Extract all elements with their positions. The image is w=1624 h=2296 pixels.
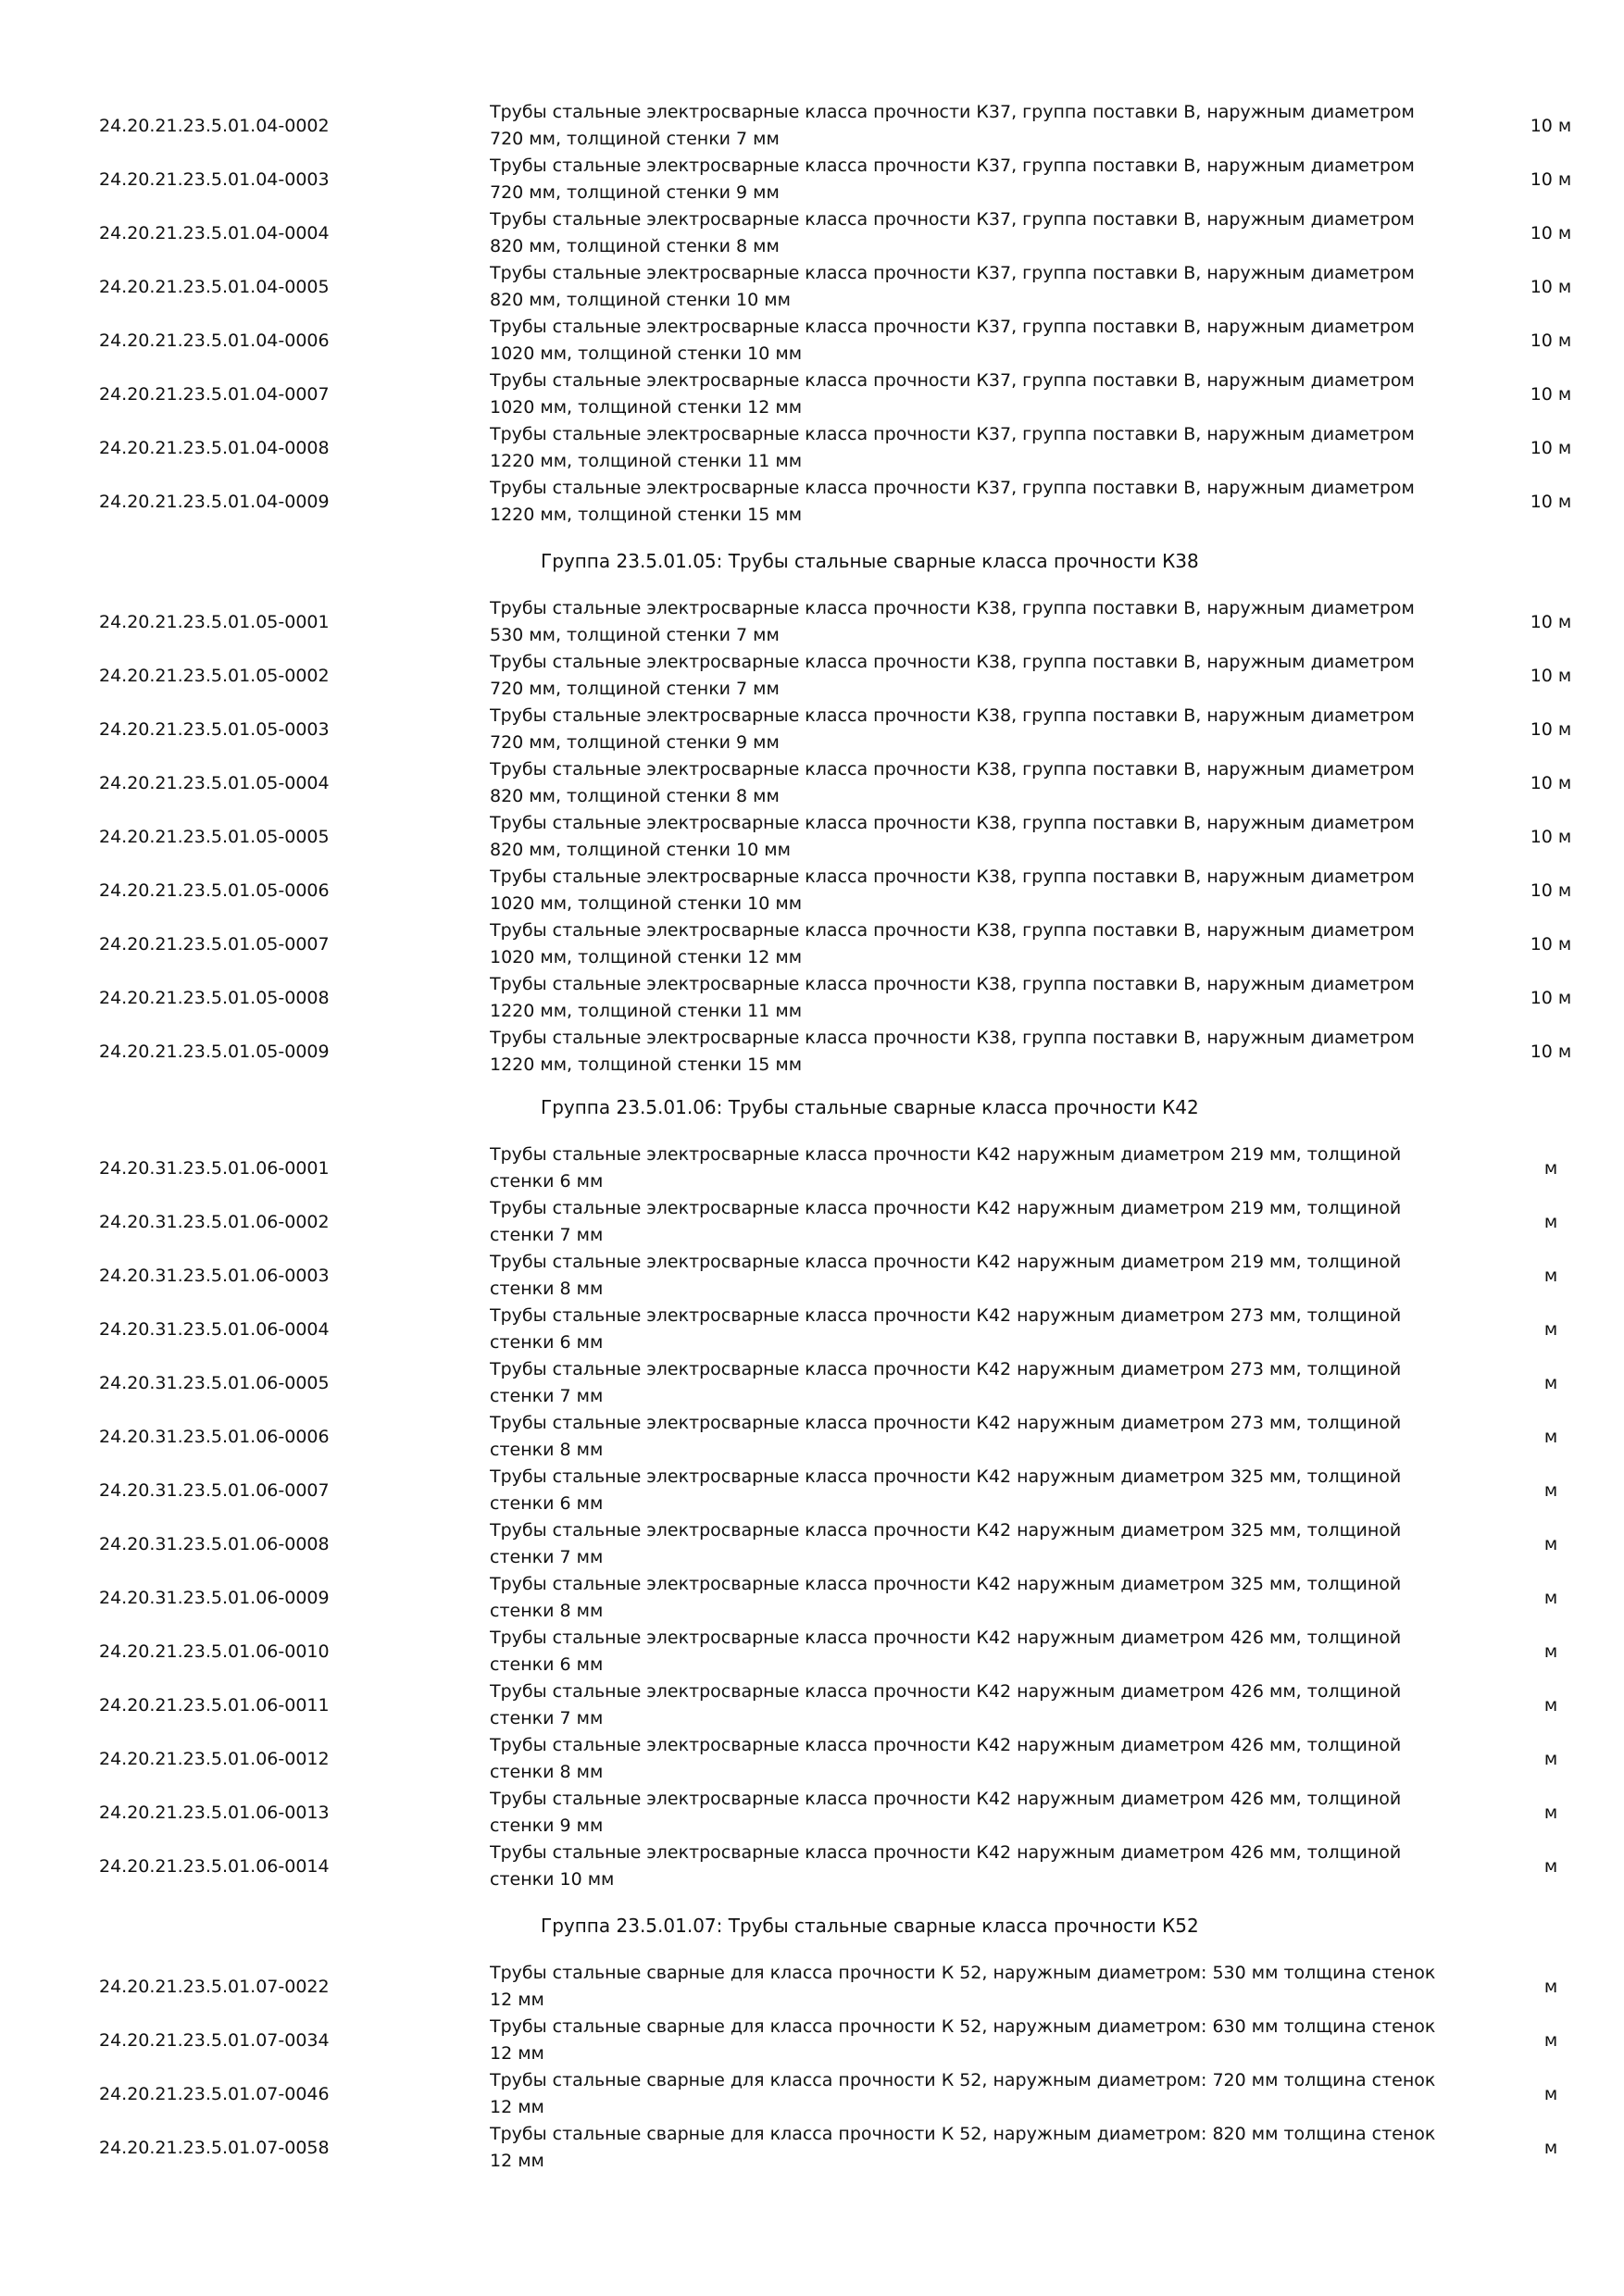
item-description: Трубы стальные сварные для класса прочности К 52, наружным диаметром: 720 мм толщина стенок 12 мм (490, 2070, 1436, 2117)
table-row (0, 260, 1624, 314)
item-description: Трубы стальные электросварные класса прочности К42 наружным диаметром 273 мм, толщиной стенки 8 мм (490, 1413, 1402, 1460)
item-description: Трубы стальные сварные для класса прочности К 52, наружным диаметром: 630 мм толщина стенок 12 мм (490, 2016, 1436, 2064)
group-heading: Группа 23.5.01.05: Трубы стальные сварные класса прочности К38 (541, 550, 1199, 572)
item-description: Трубы стальные электросварные класса прочности К38, группа поставки В, наружным диаметром 530 мм, толщиной стенки 7 мм (490, 598, 1415, 645)
item-code: 24.20.21.23.5.01.07-0034 (99, 2030, 330, 2051)
item-unit: м (1543, 1319, 1558, 1340)
item-unit: 10 м (1530, 773, 1572, 793)
item-description: Трубы стальные электросварные класса прочности К42 наружным диаметром 273 мм, толщиной стенки 6 мм (490, 1305, 1402, 1353)
item-description: Трубы стальные электросварные класса прочности К37, группа поставки В, наружным диаметром 1020 мм, толщиной стенки 12 мм (490, 370, 1415, 418)
group-heading: Группа 23.5.01.07: Трубы стальные сварные класса прочности К52 (541, 1915, 1199, 1937)
item-description: Трубы стальные электросварные класса прочности К38, группа поставки В, наружным диаметром 820 мм, толщиной стенки 8 мм (490, 759, 1415, 806)
item-unit: 10 м (1530, 666, 1572, 686)
table-row (0, 368, 1624, 421)
item-code: 24.20.21.23.5.01.05-0001 (99, 612, 330, 632)
item-code: 24.20.21.23.5.01.04-0005 (99, 277, 330, 297)
item-unit: 10 м (1530, 169, 1572, 190)
item-code: 24.20.21.23.5.01.07-0022 (99, 1977, 330, 1997)
item-unit: м (1543, 1266, 1558, 1286)
item-code: 24.20.31.23.5.01.06-0001 (99, 1158, 330, 1179)
table-row (0, 595, 1624, 649)
item-code: 24.20.21.23.5.01.05-0004 (99, 773, 330, 793)
item-description: Трубы стальные электросварные класса прочности К38, группа поставки В, наружным диаметром 1020 мм, толщиной стенки 12 мм (490, 920, 1415, 967)
item-description: Трубы стальные электросварные класса прочности К42 наружным диаметром 426 мм, толщиной стенки 7 мм (490, 1681, 1402, 1728)
table-row (0, 1410, 1624, 1464)
item-unit: м (1543, 1856, 1558, 1877)
item-code: 24.20.31.23.5.01.06-0008 (99, 1534, 330, 1554)
table-row (0, 153, 1624, 206)
item-code: 24.20.31.23.5.01.06-0002 (99, 1212, 330, 1232)
table-row (0, 2014, 1624, 2067)
item-description: Трубы стальные электросварные класса прочности К37, группа поставки В, наружным диаметром 720 мм, толщиной стенки 9 мм (490, 156, 1415, 203)
item-unit: 10 м (1530, 934, 1572, 955)
item-unit: 10 м (1530, 1042, 1572, 1062)
item-unit: 10 м (1530, 116, 1572, 136)
table-row (0, 1249, 1624, 1303)
item-code: 24.20.21.23.5.01.05-0009 (99, 1042, 330, 1062)
item-code: 24.20.21.23.5.01.04-0004 (99, 223, 330, 243)
item-description: Трубы стальные электросварные класса прочности К38, группа поставки В, наружным диаметром 820 мм, толщиной стенки 10 мм (490, 813, 1415, 860)
table-row (0, 1732, 1624, 1786)
item-unit: м (1543, 1641, 1558, 1662)
table-row (0, 1786, 1624, 1840)
item-code: 24.20.21.23.5.01.04-0009 (99, 492, 330, 512)
item-unit: м (1543, 1427, 1558, 1447)
item-description: Трубы стальные сварные для класса прочности К 52, наружным диаметром: 530 мм толщина стенок 12 мм (490, 1963, 1436, 2010)
table-row (0, 1678, 1624, 1732)
item-code: 24.20.21.23.5.01.04-0008 (99, 438, 330, 458)
group-heading: Группа 23.5.01.06: Трубы стальные сварные класса прочности К42 (541, 1096, 1199, 1118)
table-row (0, 971, 1624, 1025)
item-description: Трубы стальные электросварные класса прочности К38, группа поставки В, наружным диаметром 1020 мм, толщиной стенки 10 мм (490, 867, 1415, 914)
item-unit: м (1543, 1158, 1558, 1179)
item-code: 24.20.21.23.5.01.06-0014 (99, 1856, 330, 1877)
table-row (0, 864, 1624, 917)
table-row (0, 1356, 1624, 1410)
item-code: 24.20.31.23.5.01.06-0009 (99, 1588, 330, 1608)
item-unit: м (1543, 1977, 1558, 1997)
item-description: Трубы стальные электросварные класса прочности К38, группа поставки В, наружным диаметром 720 мм, толщиной стенки 7 мм (490, 652, 1415, 699)
table-row (0, 1195, 1624, 1249)
item-unit: м (1543, 1588, 1558, 1608)
item-code: 24.20.21.23.5.01.05-0002 (99, 666, 330, 686)
item-code: 24.20.21.23.5.01.07-0046 (99, 2084, 330, 2104)
item-unit: м (1543, 1749, 1558, 1769)
item-description: Трубы стальные электросварные класса прочности К42 наружным диаметром 219 мм, толщиной стенки 7 мм (490, 1198, 1402, 1245)
item-description: Трубы стальные электросварные класса прочности К42 наружным диаметром 325 мм, толщиной стенки 7 мм (490, 1520, 1402, 1567)
item-unit: м (1543, 2030, 1558, 2051)
table-row (0, 475, 1624, 529)
table-row (0, 1840, 1624, 1893)
table-row (0, 421, 1624, 475)
item-code: 24.20.21.23.5.01.06-0013 (99, 1803, 330, 1823)
item-description: Трубы стальные электросварные класса прочности К37, группа поставки В, наружным диаметром 1020 мм, толщиной стенки 10 мм (490, 317, 1415, 364)
item-description: Трубы стальные сварные для класса прочности К 52, наружным диаметром: 820 мм толщина стенок 12 мм (490, 2124, 1436, 2171)
item-unit: м (1543, 1534, 1558, 1554)
item-unit: 10 м (1530, 223, 1572, 243)
item-unit: 10 м (1530, 612, 1572, 632)
item-description: Трубы стальные электросварные класса прочности К38, группа поставки В, наружным диаметром 1220 мм, толщиной стенки 11 мм (490, 974, 1415, 1021)
item-description: Трубы стальные электросварные класса прочности К37, группа поставки В, наружным диаметром 820 мм, толщиной стенки 8 мм (490, 209, 1415, 256)
item-description: Трубы стальные электросварные класса прочности К42 наружным диаметром 426 мм, толщиной стенки 9 мм (490, 1789, 1402, 1836)
item-code: 24.20.21.23.5.01.05-0008 (99, 988, 330, 1008)
item-code: 24.20.21.23.5.01.04-0007 (99, 384, 330, 405)
item-unit: 10 м (1530, 331, 1572, 351)
item-unit: м (1543, 1212, 1558, 1232)
item-unit: 10 м (1530, 384, 1572, 405)
item-description: Трубы стальные электросварные класса прочности К42 наружным диаметром 273 мм, толщиной стенки 7 мм (490, 1359, 1402, 1406)
item-code: 24.20.21.23.5.01.06-0012 (99, 1749, 330, 1769)
item-unit: 10 м (1530, 438, 1572, 458)
item-code: 24.20.21.23.5.01.04-0003 (99, 169, 330, 190)
item-unit: м (1543, 1695, 1558, 1716)
item-description: Трубы стальные электросварные класса прочности К42 наружным диаметром 219 мм, толщиной стенки 8 мм (490, 1252, 1402, 1299)
item-description: Трубы стальные электросварные класса прочности К42 наружным диаметром 426 мм, толщиной стенки 8 мм (490, 1735, 1402, 1782)
item-unit: 10 м (1530, 827, 1572, 847)
item-description: Трубы стальные электросварные класса прочности К42 наружным диаметром 219 мм, толщиной стенки 6 мм (490, 1144, 1402, 1192)
table-row (0, 917, 1624, 971)
item-code: 24.20.21.23.5.01.06-0011 (99, 1695, 330, 1716)
item-description: Трубы стальные электросварные класса прочности К38, группа поставки В, наружным диаметром 1220 мм, толщиной стенки 15 мм (490, 1028, 1415, 1075)
item-code: 24.20.21.23.5.01.04-0006 (99, 331, 330, 351)
item-description: Трубы стальные электросварные класса прочности К42 наружным диаметром 426 мм, толщиной стенки 10 мм (490, 1842, 1402, 1890)
table-row (0, 1625, 1624, 1678)
item-code: 24.20.31.23.5.01.06-0003 (99, 1266, 330, 1286)
table-row (0, 649, 1624, 703)
item-description: Трубы стальные электросварные класса прочности К37, группа поставки В, наружным диаметром 720 мм, толщиной стенки 7 мм (490, 102, 1415, 149)
item-code: 24.20.21.23.5.01.05-0007 (99, 934, 330, 955)
item-description: Трубы стальные электросварные класса прочности К42 наружным диаметром 426 мм, толщиной стенки 6 мм (490, 1628, 1402, 1675)
item-description: Трубы стальные электросварные класса прочности К42 наружным диаметром 325 мм, толщиной стенки 6 мм (490, 1466, 1402, 1514)
item-code: 24.20.21.23.5.01.05-0005 (99, 827, 330, 847)
item-code: 24.20.31.23.5.01.06-0006 (99, 1427, 330, 1447)
table-row (0, 206, 1624, 260)
table-row (0, 1303, 1624, 1356)
item-unit: 10 м (1530, 988, 1572, 1008)
table-row (0, 2067, 1624, 2121)
item-code: 24.20.21.23.5.01.05-0003 (99, 719, 330, 740)
table-row (0, 1464, 1624, 1517)
item-code: 24.20.31.23.5.01.06-0005 (99, 1373, 330, 1393)
item-unit: 10 м (1530, 880, 1572, 901)
item-description: Трубы стальные электросварные класса прочности К42 наружным диаметром 325 мм, толщиной стенки 8 мм (490, 1574, 1402, 1621)
item-unit: 10 м (1530, 492, 1572, 512)
item-description: Трубы стальные электросварные класса прочности К37, группа поставки В, наружным диаметром 1220 мм, толщиной стенки 11 мм (490, 424, 1415, 471)
item-unit: м (1543, 1803, 1558, 1823)
item-unit: 10 м (1530, 719, 1572, 740)
item-code: 24.20.21.23.5.01.05-0006 (99, 880, 330, 901)
item-unit: м (1543, 1373, 1558, 1393)
item-code: 24.20.21.23.5.01.04-0002 (99, 116, 330, 136)
table-row (0, 703, 1624, 756)
table-row (0, 314, 1624, 368)
item-code: 24.20.31.23.5.01.06-0007 (99, 1480, 330, 1501)
table-row (0, 1571, 1624, 1625)
table-row (0, 756, 1624, 810)
item-code: 24.20.31.23.5.01.06-0004 (99, 1319, 330, 1340)
item-description: Трубы стальные электросварные класса прочности К37, группа поставки В, наружным диаметром 1220 мм, толщиной стенки 15 мм (490, 478, 1415, 525)
table-row (0, 810, 1624, 864)
table-row (0, 1142, 1624, 1195)
item-description: Трубы стальные электросварные класса прочности К37, группа поставки В, наружным диаметром 820 мм, толщиной стенки 10 мм (490, 263, 1415, 310)
item-unit: м (1543, 2138, 1558, 2158)
item-code: 24.20.21.23.5.01.06-0010 (99, 1641, 330, 1662)
item-unit: 10 м (1530, 277, 1572, 297)
table-row (0, 99, 1624, 153)
table-row (0, 1517, 1624, 1571)
table-row (0, 1025, 1624, 1079)
item-unit: м (1543, 1480, 1558, 1501)
item-unit: м (1543, 2084, 1558, 2104)
table-row (0, 2121, 1624, 2175)
item-code: 24.20.21.23.5.01.07-0058 (99, 2138, 330, 2158)
item-description: Трубы стальные электросварные класса прочности К38, группа поставки В, наружным диаметром 720 мм, толщиной стенки 9 мм (490, 705, 1415, 753)
table-row (0, 1960, 1624, 2014)
